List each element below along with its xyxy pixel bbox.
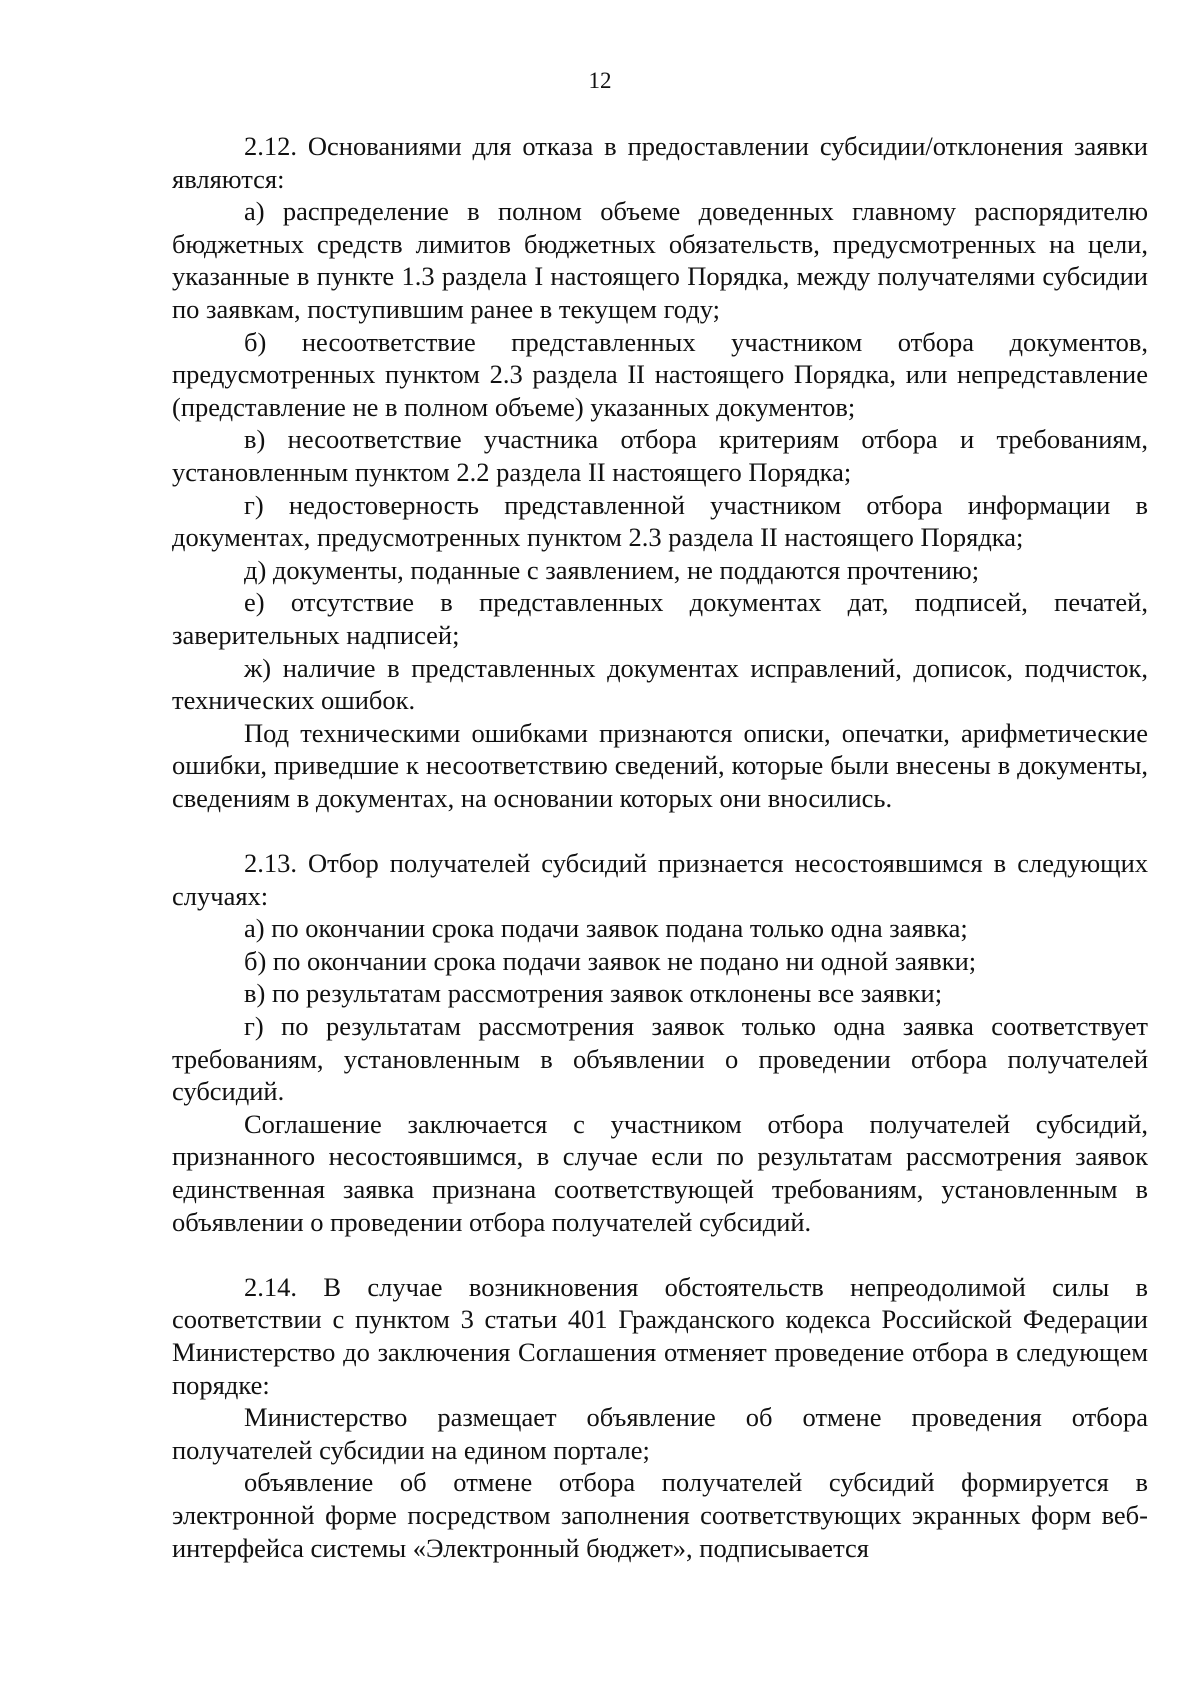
clause-2-12-heading: 2.12. Основаниями для отказа в предоставлении субсидии/отклонения заявки являются: xyxy=(172,131,1148,194)
clause-2-13-item-a: а) по окончании срока подачи заявок подана только одна заявка; xyxy=(244,913,968,944)
clause-2-12-item-a: а) распределение в полном объеме доведенных главному распорядителю бюджетных средств лимитов бюджетных обязательств, предусмотренных на цели, указанные в пункте 1.3 раздела I настоящего Порядка, между получателями субсидии по заявкам, поступившим ранее в текущем году; xyxy=(172,196,1148,324)
section-gap xyxy=(172,1238,1148,1271)
clause-2-12-item-b: б) несоответствие представленных участником отбора документов, предусмотренных пунктом 2.3 раздела II настоящего Порядка, или непредставление (представление не в полном объеме) указанных документов; xyxy=(172,326,1148,422)
clause-2-13-item-v: в) по результатам рассмотрения заявок отклонены все заявки; xyxy=(244,978,943,1009)
clause-2-12-item-g: г) недостоверность представленной участником отбора информации в документах, предусмотренных пунктом 2.3 раздела II настоящего Порядка; xyxy=(172,489,1148,553)
clause-2-14-ministry-announcement: Министерство размещает объявление об отмене проведения отбора получателей субсидии на едином портале; xyxy=(172,1402,1148,1465)
clause-2-12-item-v: в) несоответствие участника отбора критериям отбора и требованиям, установленным пунктом 2.2 раздела II настоящего Порядка; xyxy=(172,424,1148,487)
clause-2-12-item-d: д) документы, поданные с заявлением, не поддаются прочтению; xyxy=(244,554,980,585)
clause-2-13-heading: 2.13. Отбор получателей субсидий признается несостоявшимся в следующих случаях: xyxy=(172,848,1148,911)
page-number: 12 xyxy=(588,68,612,93)
clause-2-12-technical-errors: Под техническими ошибками признаются описки, опечатки, арифметические ошибки, приведшие к несоответствию сведений, которые были внесены в документы, сведениям в документах, на основании которых они вносились. xyxy=(172,717,1148,813)
clause-2-13-agreement: Соглашение заключается с участником отбора получателей субсидий, признанного несостоявшимся, в случае если по результатам рассмотрения заявок единственная заявка признана соответствующей требованиям, установленным в объявлении о проведении отбора получателей субсидий. xyxy=(172,1108,1148,1237)
clause-2-13-item-b: б) по окончании срока подачи заявок не подано ни одной заявки; xyxy=(244,945,977,976)
clause-2-14-electronic-form: объявление об отмене отбора получателей субсидий формируется в электронной форме посредством заполнения соответствующих экранных форм веб-интерфейса системы «Электронный бюджет», подписывается xyxy=(172,1467,1148,1563)
document-body xyxy=(172,130,1148,1564)
clause-2-12-item-e: е) отсутствие в представленных документах дат, подписей, печатей, заверительных надписей; xyxy=(172,587,1148,650)
clause-2-14-heading: 2.14. В случае возникновения обстоятельств непреодолимой силы в соответствии с пунктом 3 статьи 401 Гражданского кодекса Российской Федерации Министерство до заключения Соглашения отменяет проведение отбора в следующем порядке: xyxy=(172,1271,1148,1400)
section-gap xyxy=(172,814,1148,847)
clause-2-13-item-g: г) по результатам рассмотрения заявок только одна заявка соответствует требованиям, установленным в объявлении о проведении отбора получателей субсидий. xyxy=(172,1011,1148,1107)
clause-2-12-item-zh: ж) наличие в представленных документах исправлений, дописок, подчисток, технических ошибок. xyxy=(172,652,1148,716)
